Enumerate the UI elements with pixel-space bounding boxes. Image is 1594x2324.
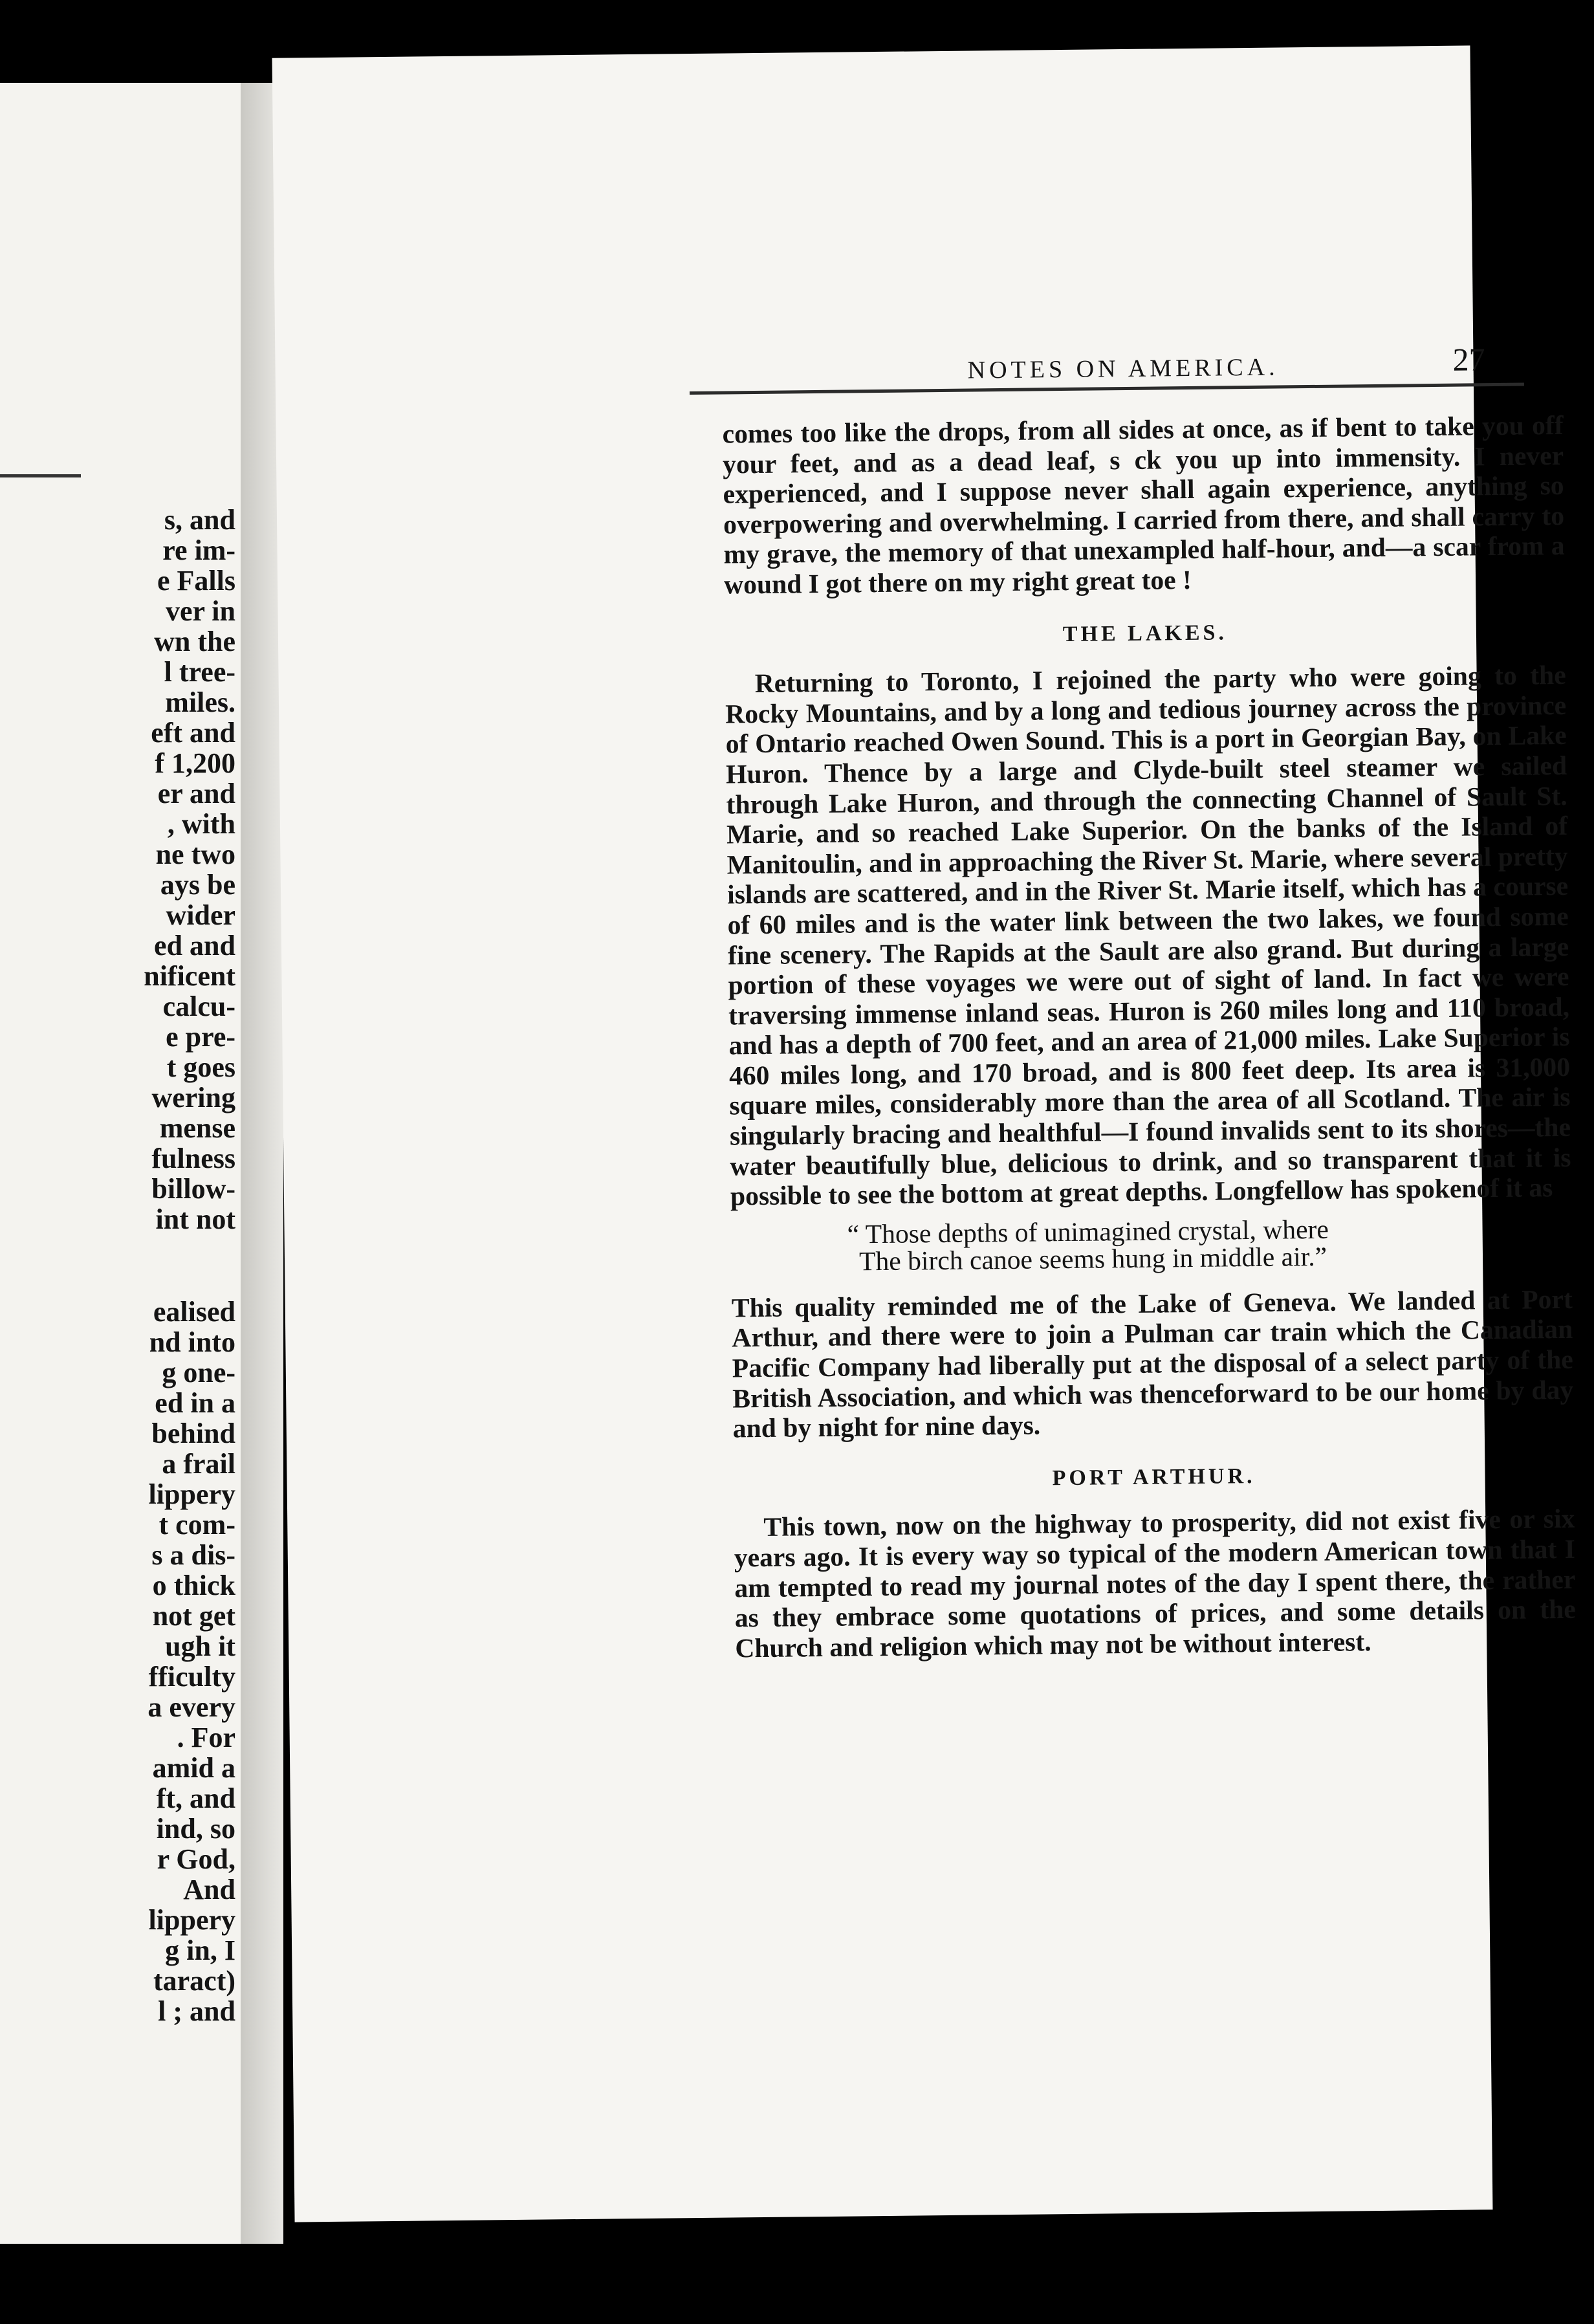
- left-line: mense: [159, 1112, 235, 1144]
- left-page-text: [144, 505, 235, 2026]
- left-line: lippery: [148, 1904, 235, 1936]
- left-line: ft, and: [156, 1782, 235, 1814]
- left-line: e Falls: [157, 565, 235, 597]
- left-line: f 1,200: [155, 747, 235, 779]
- page-header: [689, 338, 1524, 395]
- left-line: , with: [167, 808, 235, 840]
- left-line: s, and: [164, 504, 235, 536]
- left-line: miles.: [165, 686, 235, 718]
- left-line: int not: [155, 1203, 235, 1235]
- left-line: t com-: [158, 1509, 235, 1540]
- longfellow-quote: [730, 1213, 1572, 1277]
- body-text: [722, 410, 1576, 1663]
- left-line: wn the: [154, 626, 235, 657]
- left-line: lippery: [148, 1478, 235, 1510]
- left-page-gap: [144, 1234, 235, 1297]
- left-line: nd into: [149, 1326, 235, 1358]
- left-line: wering: [151, 1082, 235, 1113]
- left-page: [0, 83, 241, 2244]
- quote-line: The birch canoe seems hung in middle air.”: [858, 1241, 1327, 1277]
- left-line: ver in: [166, 595, 235, 627]
- left-line: calcu-: [162, 991, 235, 1022]
- left-line: ed in a: [155, 1387, 235, 1419]
- after-quote-paragraph: This quality reminded me of the Lake of Geneva. We landed at Port Arthur, and there were to join a Pulman car train which the Canadian Pacific Company had liberally put at the disposal of a select party of the British Association, and which was thenceforward to be our home by day and by night for nine days.: [731, 1284, 1574, 1443]
- left-line: ed and: [154, 930, 235, 961]
- right-page: [272, 45, 1576, 2222]
- left-line: ealised: [153, 1296, 235, 1328]
- left-line: t goes: [166, 1051, 235, 1083]
- left-line: g in, I: [165, 1935, 235, 1966]
- left-line: nificent: [144, 960, 235, 992]
- left-line: g one-: [162, 1357, 235, 1388]
- left-line: er and: [157, 778, 235, 809]
- left-line: eft and: [151, 717, 235, 749]
- lakes-paragraph: Returning to Toronto, I rejoined the party who were going to the Rocky Mountains, and by a long and tedious journey across the province of Ontario reached Owen Sound. This is a port in Georgian Bay, on Lake Huron. Thence by a large and Clyde-built steel steamer we sailed through Lake Huron, and through the connecting Channel of Sault St. Marie, and so reached Lake Superior. On the banks of the Island of Manitoulin, and in approaching the River St. Marie, where several pretty islands are scattered, and in the River St. Marie itself, which has a course of 60 miles and is the water link between the two lakes, we found some fine scenery. The Rapids at the Sault are also grand. But during a large portion of these voyages we were out of sight of land. In fact we were traversing immense inland seas. Huron is 260 miles long and 110 broad, and has a depth of 700 feet, and an area of 21,000 miles. Lake Superior is 460 miles long, and 170 broad, and is 800 feet deep. Its area is 31,000 square miles, considerably more than the area of all Scotland. The air is singularly bracing and healthful—I found invalids sent to its shores—the water beautifully blue, delicious to drink, and so transparent that it is possible to see the bottom at great depths. Longfellow has spokenof it as: [725, 660, 1571, 1211]
- left-line: fficulty: [148, 1661, 235, 1693]
- left-line: amid a: [152, 1752, 235, 1784]
- left-line: ays be: [160, 869, 235, 901]
- left-line: o thick: [152, 1570, 235, 1601]
- opening-paragraph: comes too like the drops, from all sides at once, as if bent to take you off your feet, and as a dead leaf, s ck you up into immensity. I never experienced, and I suppose never shall again experience, anything so overpowering and overwhelming. I carried from there, and shall carry to my grave, the memory of that unexampled half-hour, and—a scar from a wound I got there on my right great toe !: [722, 410, 1565, 600]
- left-line: ind, so: [156, 1813, 235, 1845]
- left-page-rule: [0, 474, 81, 477]
- left-line: And: [183, 1874, 235, 1905]
- left-line: . For: [177, 1722, 235, 1753]
- left-line: l ; and: [158, 1995, 235, 2027]
- left-line: r God,: [157, 1843, 235, 1875]
- left-line: fulness: [151, 1143, 235, 1174]
- left-line: billow-: [151, 1173, 235, 1205]
- section-heading-lakes: THE LAKES.: [1062, 620, 1228, 646]
- left-line: ugh it: [165, 1630, 235, 1662]
- left-line: re im-: [162, 534, 235, 566]
- left-line: behind: [151, 1418, 235, 1449]
- left-line: a frail: [162, 1448, 235, 1480]
- running-head: NOTES ON AMERICA.: [967, 353, 1279, 384]
- page-number: 27: [1452, 341, 1485, 378]
- left-line: s a dis-: [151, 1539, 235, 1571]
- left-line: e pre-: [166, 1021, 235, 1053]
- quote-line: “ Those depths of unimagined crystal, where: [847, 1214, 1329, 1249]
- port-arthur-paragraph: This town, now on the highway to prosperity, did not exist five or six years ago. It is every way so typical of the modern American town that I am tempted to read my journal notes of the day I spent there, the rather as they embrace some quotations of prices, and some details on the Church and religion which may not be without interest.: [734, 1504, 1576, 1663]
- left-line: wider: [166, 899, 235, 931]
- left-line: a every: [147, 1691, 235, 1723]
- left-line: taract): [153, 1965, 235, 1997]
- left-line: not get: [152, 1600, 235, 1632]
- left-line: ne two: [155, 839, 235, 870]
- section-heading-port-arthur: PORT ARTHUR.: [1052, 1463, 1256, 1491]
- left-line: l tree-: [164, 656, 235, 688]
